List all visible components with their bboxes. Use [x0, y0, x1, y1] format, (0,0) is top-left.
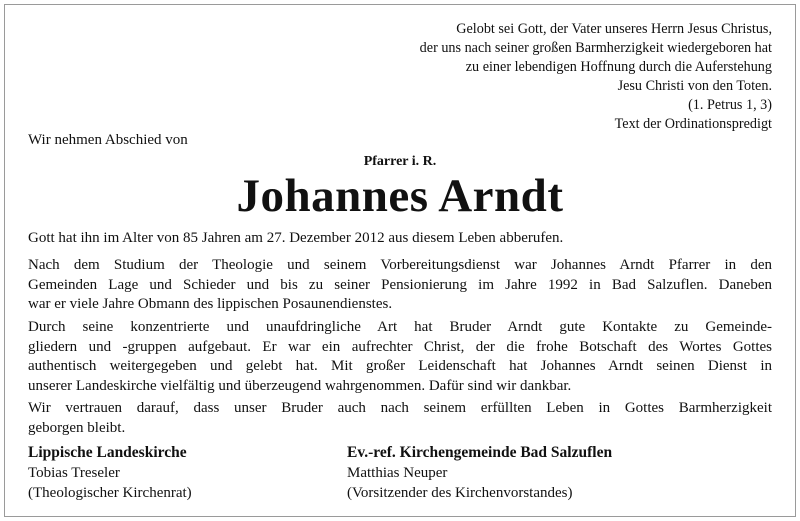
verse-line: der uns nach seiner großen Barmherzigkeit wiedergeboren hat	[419, 40, 772, 56]
paragraph-line: unserer Landeskirche vielfältig und überzeugend wahrgenommen. Dafür sind wir dankbar.	[28, 377, 572, 394]
paragraph-line: Nach dem Studium der Theologie und seinem Vorbereitungsdienst war Johannes Arndt Pfarrer in den	[28, 257, 772, 273]
signatory-role: (Vorsitzender des Kirchenvorstandes)	[347, 485, 573, 501]
verse-line: zu einer lebendigen Hoffnung durch die Auferstehung	[465, 59, 772, 75]
paragraph-line: authentisch weitergegeben und gelebt hat. Mit großer Leidenschaft hat Johannes Arndt seinen Dienst in	[28, 358, 772, 375]
deceased-name: Johannes Arndt	[236, 170, 564, 222]
paragraph-line: geborgen bleibt.	[28, 419, 126, 436]
signatory-role: (Theologischer Kirchenrat)	[28, 485, 192, 501]
signatory-person: Matthias Neuper	[347, 465, 448, 481]
verse-line: Jesu Christi von den Toten.	[617, 78, 772, 94]
paragraph-4	[28, 399, 772, 438]
signatory-organization: Ev.-ref. Kirchengemeinde Bad Salzuflen	[347, 444, 613, 461]
signatory-kirchengemeinde	[347, 443, 612, 503]
verse-line: Gelobt sei Gott, der Vater unseres Herrn Jesus Christus,	[456, 21, 772, 37]
verse-reference-note: Text der Ordinationspredigt	[614, 116, 772, 132]
paragraph-line: gliedern und -gruppen aufgebaut. Er war ein aufrechter Christ, der die frohe Botschaft des Wortes Gottes	[28, 338, 772, 355]
title-rank: Pfarrer i. R.	[363, 154, 437, 169]
paragraph-3	[28, 318, 772, 396]
paragraph-line: war er viele Jahre Obmann des lippischen Posaunendienstes.	[28, 296, 393, 313]
paragraph-line: Gemeinden Lage und Schieder und bis zu seiner Pensionierung im Jahre 1992 in Bad Salzuflen. Daneben	[28, 276, 772, 293]
paragraph-line: Wir vertrauen darauf, dass unser Bruder auch nach seinem erfüllten Leben in Gottes Barmherzigkeit	[28, 400, 772, 416]
signatory-landeskirche	[28, 443, 192, 503]
signatory-person: Tobias Treseler	[28, 465, 120, 481]
signatory-organization: Lippische Landeskirche	[28, 444, 187, 461]
paragraph-line: Durch seine konzentrierte und unaufdringliche Art hat Bruder Arndt gute Kontakte zu Gemeinde-	[28, 319, 772, 335]
intro-text: Wir nehmen Abschied von	[28, 132, 188, 148]
verse-reference: (1. Petrus 1, 3)	[688, 97, 772, 113]
bible-verse	[352, 20, 772, 134]
paragraph-line: Gott hat ihn im Alter von 85 Jahren am 27. Dezember 2012 aus diesem Leben abberufen.	[28, 230, 564, 246]
paragraph-1	[28, 229, 772, 249]
paragraph-2	[28, 256, 772, 315]
